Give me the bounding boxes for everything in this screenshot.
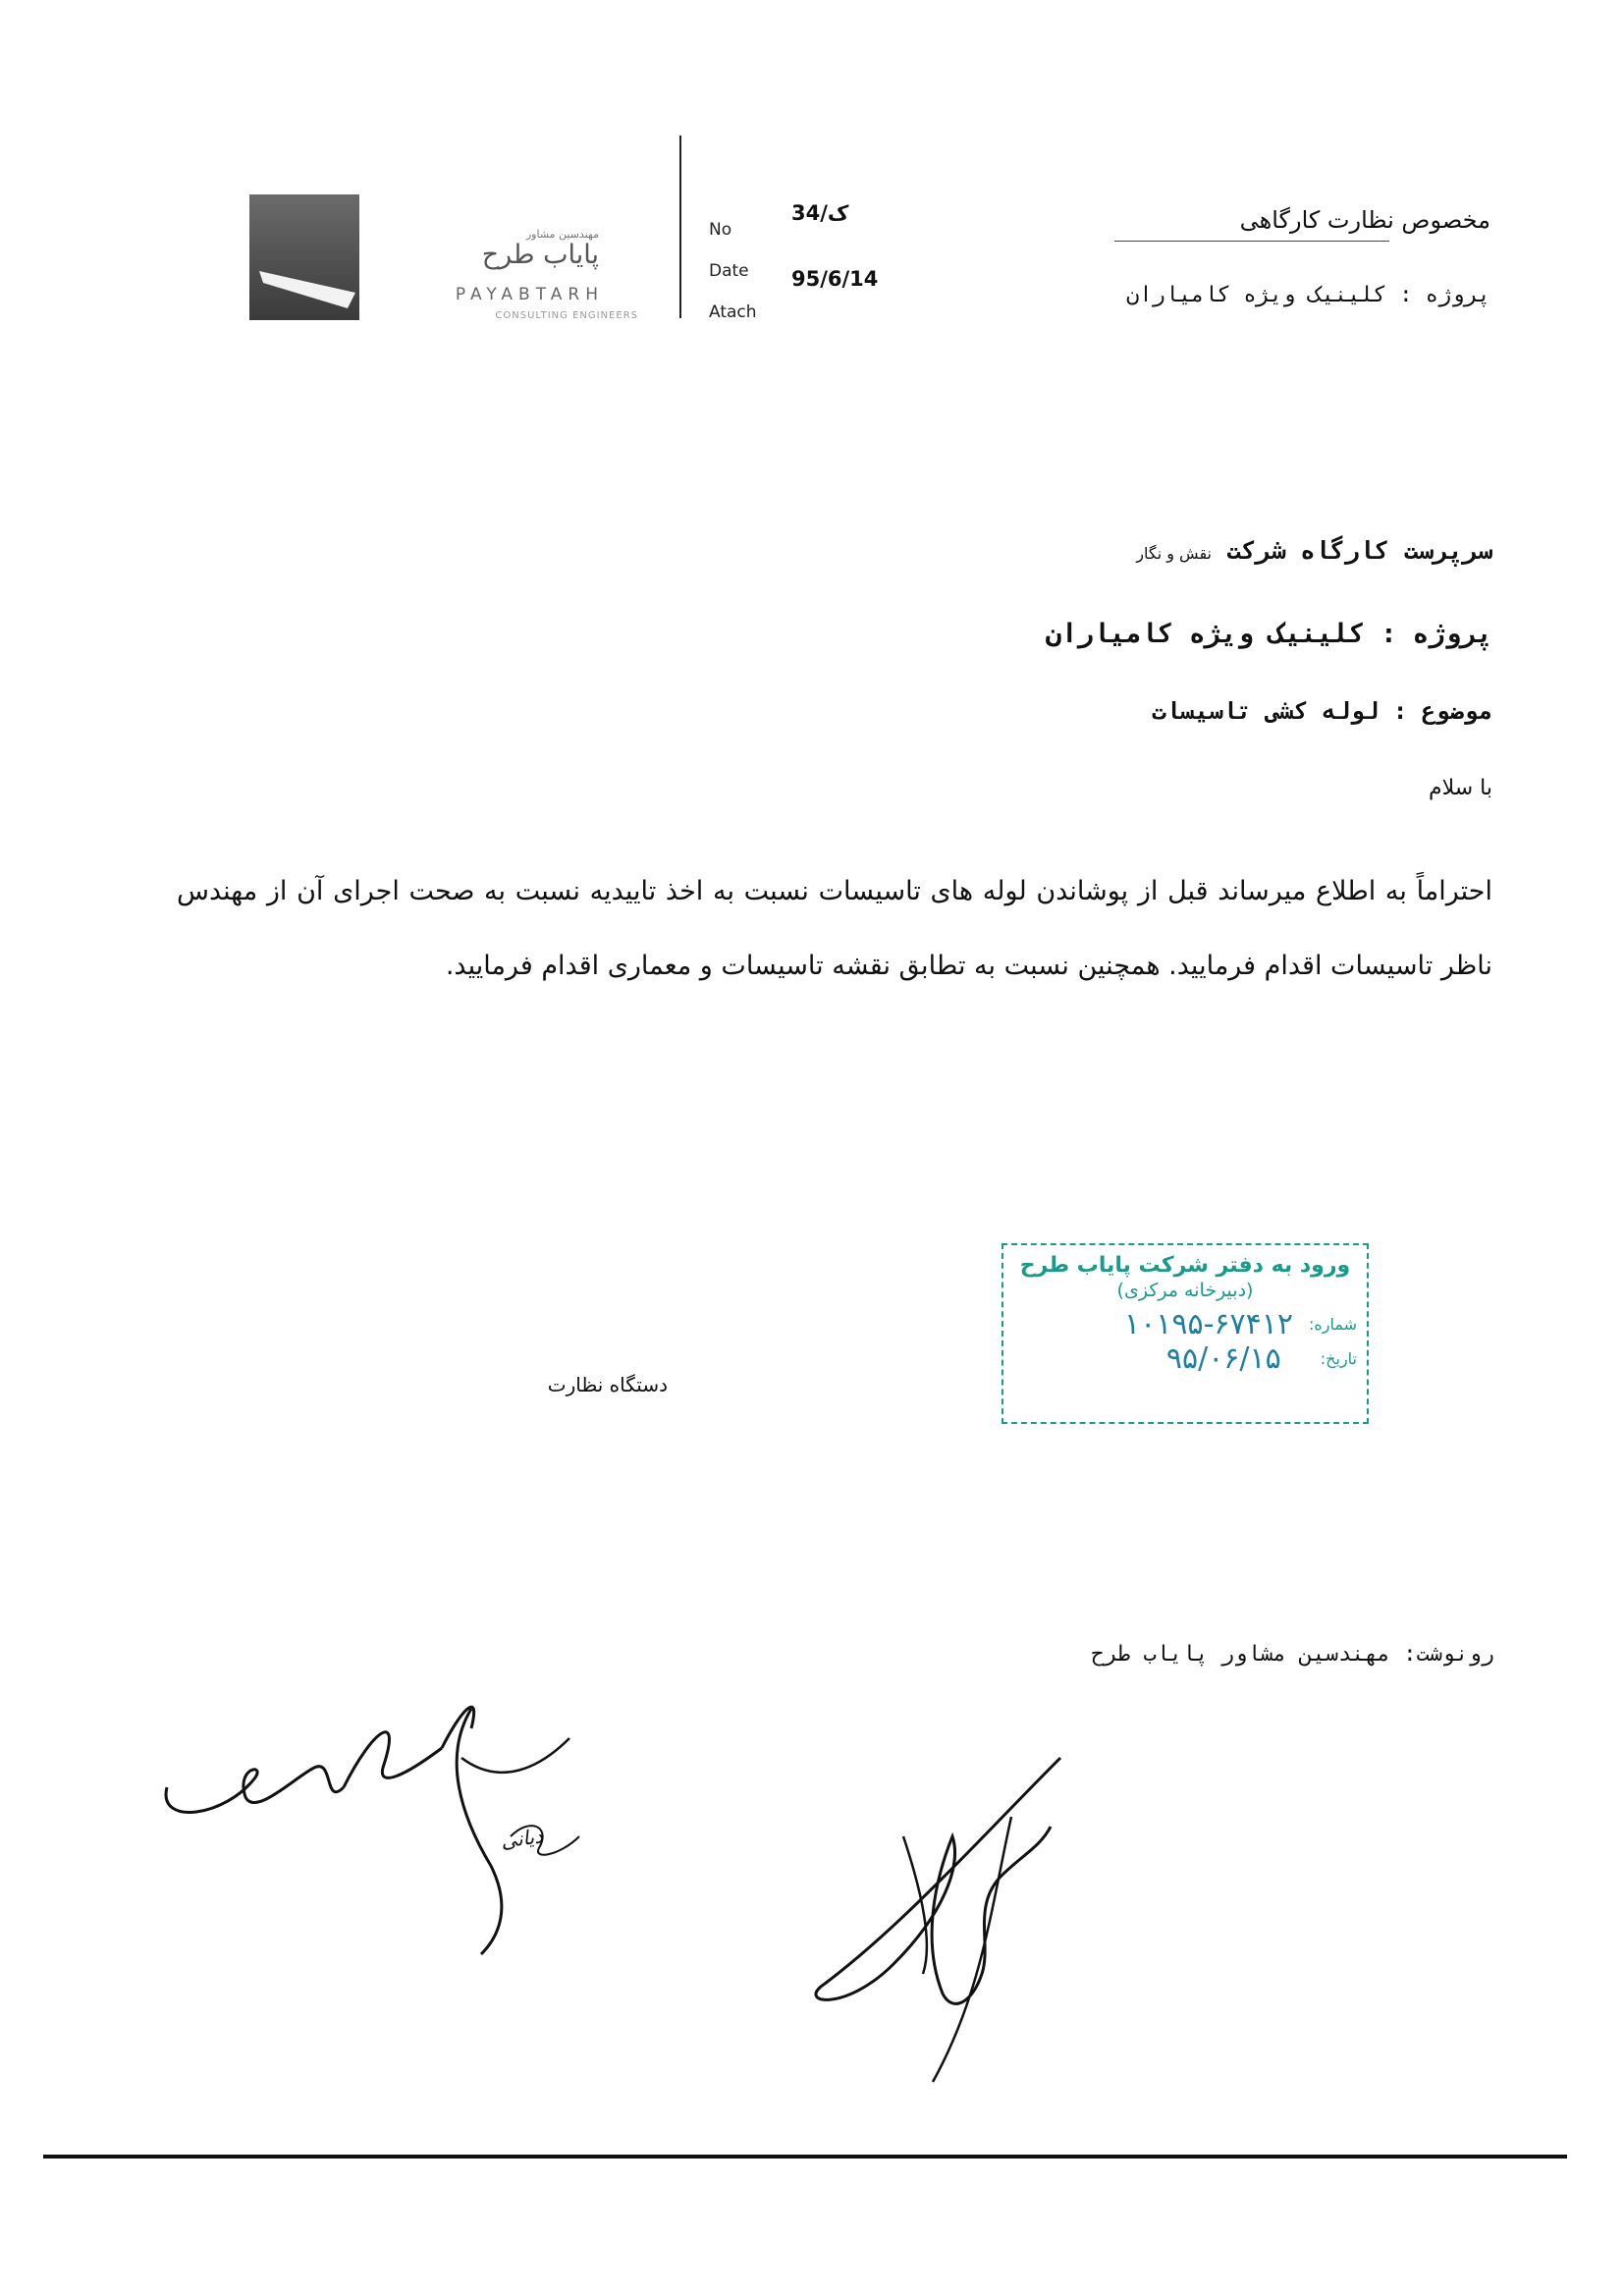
attach-label: Atach <box>709 302 757 322</box>
company-logo-mark <box>249 194 359 320</box>
date-value: 95/6/14 <box>791 267 879 291</box>
footer-rule <box>43 2155 1567 2159</box>
department-label: دستگاه نظارت <box>547 1373 668 1396</box>
stamp-date-row <box>1003 1341 1367 1376</box>
project-line: پروژه : کلینیک ویژه کامیاران <box>1045 619 1492 649</box>
date-label: Date <box>709 261 749 281</box>
stamp-number-label: شماره: <box>1308 1315 1357 1334</box>
letter-body: احتراماً به اطلاع میرساند قبل از پوشاندن لوله های تاسیسات نسبت به اخذ تاییدیه نسبت به صحت اجرای آن از مهندس ناظر تاسیسات اقدام فرمایید. همچنین نسبت به تطابق نقشه تاسیسات و معماری اقدام فرمایید. <box>177 876 1492 981</box>
stamp-subtitle: (دبیرخانه مرکزی) <box>1116 1280 1254 1301</box>
subject-line: موضوع : لوله کشی تاسیسات <box>1152 697 1492 725</box>
recipient-company: نقش و نگار <box>1136 544 1212 563</box>
no-value: 34/ک <box>791 201 849 225</box>
header-project: پروژه : کلینیک ویژه کامیاران <box>1126 283 1490 307</box>
letterhead-divider <box>679 136 681 318</box>
company-subtitle: CONSULTING ENGINEERS <box>495 310 638 321</box>
stamp-number-row <box>1003 1307 1367 1341</box>
cc-line: رونوشت: مهندسین مشاور پایاب طرح <box>1091 1642 1494 1667</box>
stamp-number-value: ۱۰۱۹۵-۶۷۴۱۲ <box>1124 1307 1293 1341</box>
signature-right <box>785 1748 1119 2092</box>
recipient: سرپرست کارگاه شرکت <box>1226 536 1492 565</box>
receipt-stamp <box>1001 1243 1369 1424</box>
header-title: مخصوص نظارت کارگاهی <box>1239 206 1490 234</box>
signature-left <box>147 1669 638 1964</box>
signature-note: دیانی <box>499 1824 545 1853</box>
stamp-date-label: تاریخ: <box>1320 1349 1357 1368</box>
stamp-title: ورود به دفتر شرکت پایاب طرح <box>1019 1253 1351 1278</box>
stamp-date-value: ۹۵/۰۶/۱۵ <box>1165 1341 1281 1376</box>
greeting: با سلام <box>1428 776 1492 800</box>
company-name-en: PAYABTARH <box>455 285 604 304</box>
company-name-fa: پایاب طرح <box>481 240 599 270</box>
no-label: No <box>709 220 732 240</box>
header-rule <box>1114 241 1389 242</box>
company-tagline: مهندسین مشاور <box>525 228 599 241</box>
recipient-line <box>884 536 1492 565</box>
